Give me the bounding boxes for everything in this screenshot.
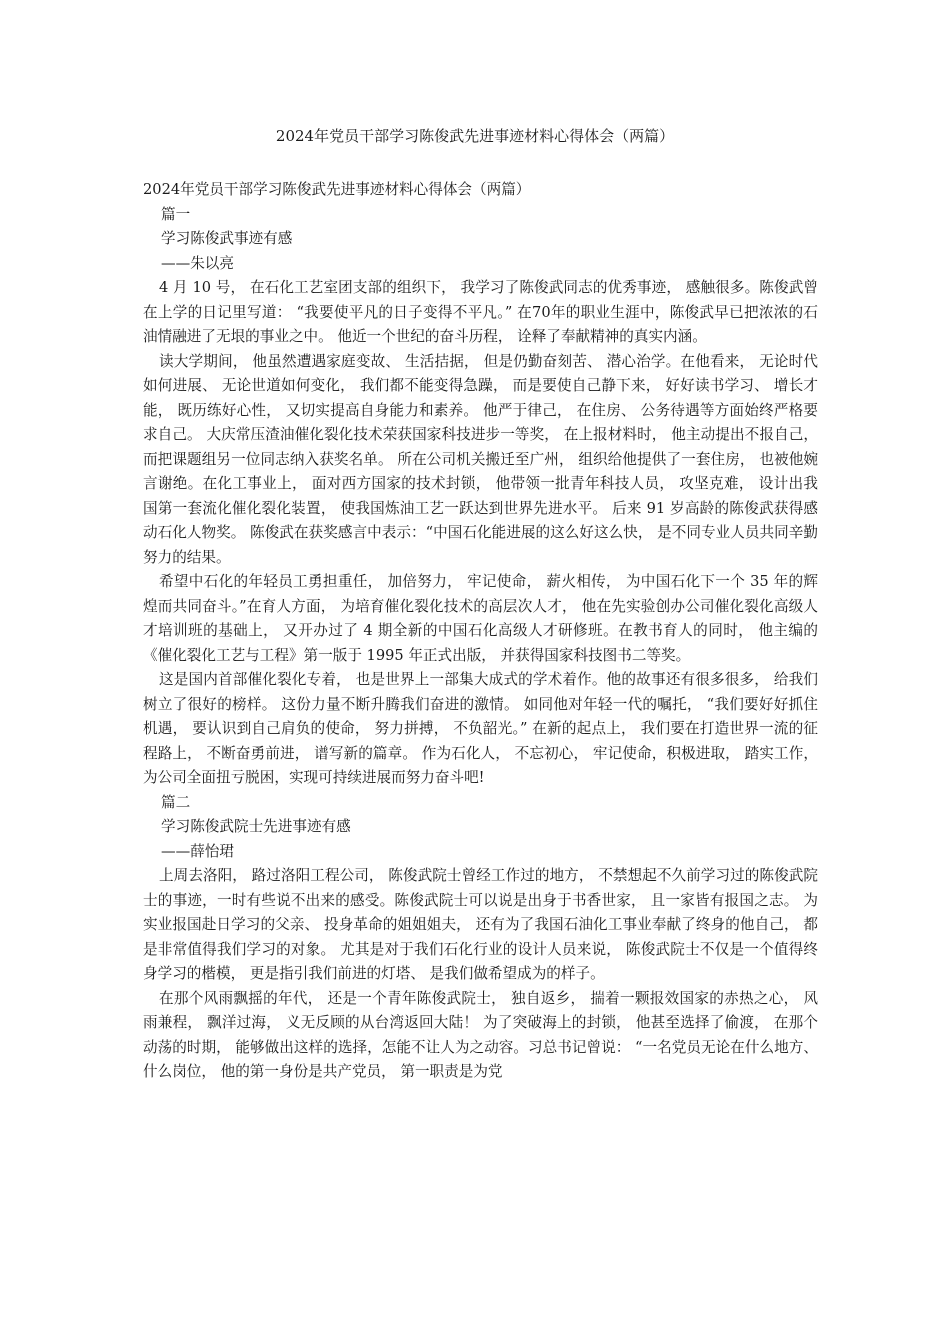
part-two-label: 篇二 <box>161 793 191 811</box>
part-one-heading: 学习陈俊武事迹有感 <box>161 230 293 247</box>
part-one-label: 篇一 <box>161 205 191 223</box>
part-two-heading: 学习陈俊武院士先进事迹有感 <box>161 818 351 835</box>
document-subtitle: 2024年党员干部学习陈俊武先进事迹材料心得体会（两篇） <box>143 181 531 198</box>
page-title: 2024年党员干部学习陈俊武先进事迹材料心得体会（两篇） <box>275 127 675 145</box>
part-two-paragraph: 上周去洛阳， 路过洛阳工程公司， 陈俊武院士曾经工作过的地方， 不禁想起不久前学习过的陈俊武院士的事迹，一时有些说不出来的感受。陈俊武院士可以说是出身于书香世家， 且一家皆有报国之志。 为实业报国赴日学习的父亲、 投身革命的姐姐姐夫， 还有为了我国石油化工事业奉献了终身的他自己， 都是非常值得我们学习的对象。 尤其是对于我们石化行业的设计人员来说， 陈俊武院士不仅是一个值得终身学习的楷模， 更是指引我们前进的灯塔、 是我们做希望成为的样子。 <box>143 867 818 982</box>
part-one-author: ——朱以亮 <box>161 254 234 272</box>
document-body <box>143 178 818 1085</box>
part-one-paragraph: 希望中石化的年轻员工勇担重任， 加倍努力， 牢记使命， 薪火相传， 为中国石化下一个 35 年的辉煌而共同奋斗。”在育人方面， 为培育催化裂化技术的高层次人才， 他在先实验创办公司催化裂化高级人才培训班的基础上， 又开办过了 4 期全新的中国石化高级人才研修班。在教书育人的同时， 他主编的《催化裂化工艺与工程》第一版于 1995 年正式出版， 并获得国家科技图书二等奖。 <box>143 573 818 664</box>
part-two-author: ——薛怡珺 <box>161 842 234 860</box>
part-one-paragraph: 这是国内首部催化裂化专着， 也是世界上一部集大成式的学术着作。他的故事还有很多很多， 给我们树立了很好的榜样。 这份力量不断升腾我们奋进的激情。 如同他对年轻一代的嘱托， “我们要好好抓住机遇， 要认识到自己肩负的使命， 努力拼搏， 不负韶光。” 在新的起点上， 我们要在打造世界一流的征程路上， 不断奋勇前进， 谱写新的篇章。 作为石化人， 不忘初心， 牢记使命，积极进取， 踏实工作，为公司全面扭亏脱困，实现可持续进展而努力奋斗吧! <box>143 671 818 786</box>
part-two-paragraph: 在那个风雨飘摇的年代， 还是一个青年陈俊武院士， 独自返乡， 揣着一颗报效国家的赤热之心， 风雨兼程， 飘洋过海， 义无反顾的从台湾返回大陆！ 为了突破海上的封锁， 他甚至选择了偷渡， 在那个动荡的时期， 能够做出这样的选择，怎能不让人为之动容。习总书记曾说： “一名党员无论在什么地方、 什么岗位， 他的第一身份是共产党员， 第一职责是为党 <box>143 989 818 1080</box>
part-one-paragraph: 4 月 10 号， 在石化工艺室团支部的组织下， 我学习了陈俊武同志的优秀事迹， 感触很多。陈俊武曾在上学的日记里写道： “我要使平凡的日子变得不平凡。” 在70年的职业生涯中，陈俊武早已把浓浓的石油情融进了无垠的事业之中。 他近一个世纪的奋斗历程， 诠释了奉献精神的真实内涵。 <box>143 279 818 345</box>
part-one-paragraph: 读大学期间， 他虽然遭遇家庭变故、 生活拮据， 但是仍勤奋刻苦、 潜心治学。在他看来， 无论时代如何进展、 无论世道如何变化， 我们都不能变得急躁， 而是要使自己静下来， 好好读书学习、 增长才能， 既历练好心性， 又切实提高自身能力和素养。 他严于律己， 在住房、 公务待遇等方面始终严格要求自己。 大庆常压渣油催化裂化技术荣获国家科技进步一等奖， 在上报材料时， 他主动提出不报自己， 而把课题组另一位同志纳入获奖名单。 所在公司机关搬迁至广州， 组织给他提供了一套住房， 也被他婉言谢绝。在化工事业上， 面对西方国家的技术封锁， 他带领一批青年科技人员， 攻坚克难， 设计出我国第一套流化催化裂化装置， 使我国炼油工艺一跃达到世界先进水平。 后来 91 岁高龄的陈俊武获得感动石化人物奖。 陈俊武在获奖感言中表示：“中国石化能进展的这么好这么快， 是不同专业人员共同辛勤努力的结果。 <box>143 352 818 566</box>
